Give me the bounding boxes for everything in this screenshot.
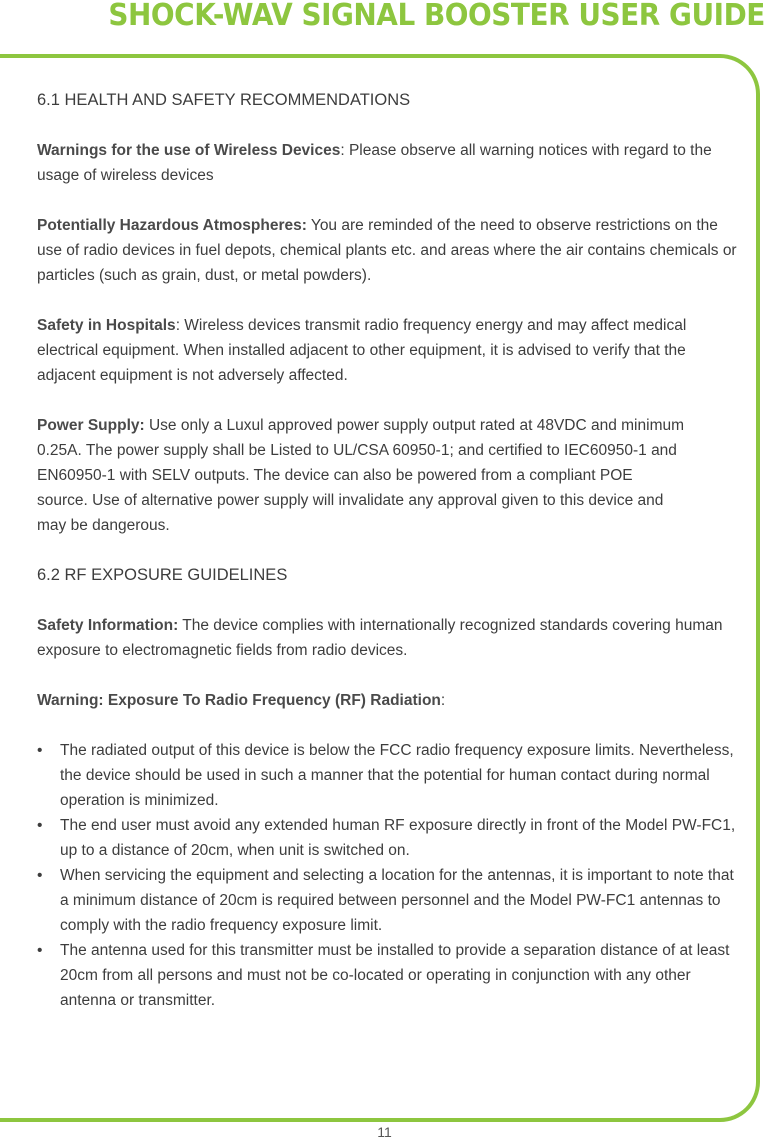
page-number: 11 xyxy=(377,1124,392,1140)
paragraph-label: Safety Information: xyxy=(37,617,179,634)
bullet-list xyxy=(37,738,737,1013)
paragraph-text: : Please observe all warning notices with regard to the usage of wireless devices xyxy=(37,142,712,184)
bullet-icon: • xyxy=(37,942,43,959)
list-item xyxy=(37,738,737,813)
paragraph-text: Use only a Luxul approved power supply output rated at 48VDC and minimum 0.25A. The power supply shall be Listed to UL/CSA 60950-1; and certified to IEC60950-1 and EN60950-1 with SELV outputs. The device can also be powered from a compliant POE source. Use of alternative power supply will invalidate any approval given to this device and may be dangerous. xyxy=(37,417,685,534)
paragraph xyxy=(37,688,737,713)
paragraph-label: Warning: Exposure To Radio Frequency (RF) Radiation xyxy=(37,692,441,709)
paragraph-label: Warnings for the use of Wireless Devices xyxy=(37,142,341,159)
section-heading: 6.1 HEALTH AND SAFETY RECOMMENDATIONS xyxy=(37,91,411,109)
list-item-text: When servicing the equipment and selecting a location for the antennas, it is important to note that a minimum distance of 20cm is required between personnel and the Model PW-FC1 antennas to comply with the radio frequency exposure limit. xyxy=(60,867,734,934)
list-item-text: The antenna used for this transmitter must be installed to provide a separation distance of at least 20cm from all persons and must not be co-located or operating in conjunction with any other antenna or transmitter. xyxy=(60,942,730,1009)
list-item xyxy=(37,863,737,938)
paragraph xyxy=(37,413,737,538)
paragraph-label: Safety in Hospitals xyxy=(37,317,176,334)
document-title: SHOCK-WAV SIGNAL BOOSTER USER GUIDE xyxy=(108,0,765,33)
page-content xyxy=(37,88,737,1013)
paragraph xyxy=(37,138,737,188)
paragraph-text: You are reminded of the need to observe restrictions on the use of radio devices in fuel depots, chemical plants etc. and areas where the air contains chemicals or particles (such as grain, dust, or metal powders). xyxy=(37,217,737,284)
paragraph xyxy=(37,313,737,388)
bullet-icon: • xyxy=(37,867,43,884)
list-item xyxy=(37,813,737,863)
paragraph-label: Potentially Hazardous Atmospheres: xyxy=(37,217,307,234)
list-item-text: The radiated output of this device is below the FCC radio frequency exposure limits. Nevertheless, the device should be used in such a manner that the potential for human contact during normal operation is minimized. xyxy=(60,742,734,809)
list-item-text: The end user must avoid any extended human RF exposure directly in front of the Model PW-FC1, up to a distance of 20cm, when unit is switched on. xyxy=(60,817,736,859)
paragraph xyxy=(37,613,737,663)
list-item xyxy=(37,938,737,1013)
paragraph-label: Power Supply: xyxy=(37,417,145,434)
paragraph-text: : xyxy=(440,692,446,709)
bullet-icon: • xyxy=(37,817,43,834)
section-heading: 6.2 RF EXPOSURE GUIDELINES xyxy=(37,566,288,584)
bullet-icon: • xyxy=(37,742,43,759)
paragraph xyxy=(37,213,737,288)
paragraph-text: The device complies with internationally recognized standards covering human exposure to electromagnetic fields from radio devices. xyxy=(37,617,723,659)
paragraph-text: : Wireless devices transmit radio frequency energy and may affect medical electrical equipment. When installed adjacent to other equipment, it is advised to verify that the adjacent equipment is not adversely affected. xyxy=(37,317,687,384)
